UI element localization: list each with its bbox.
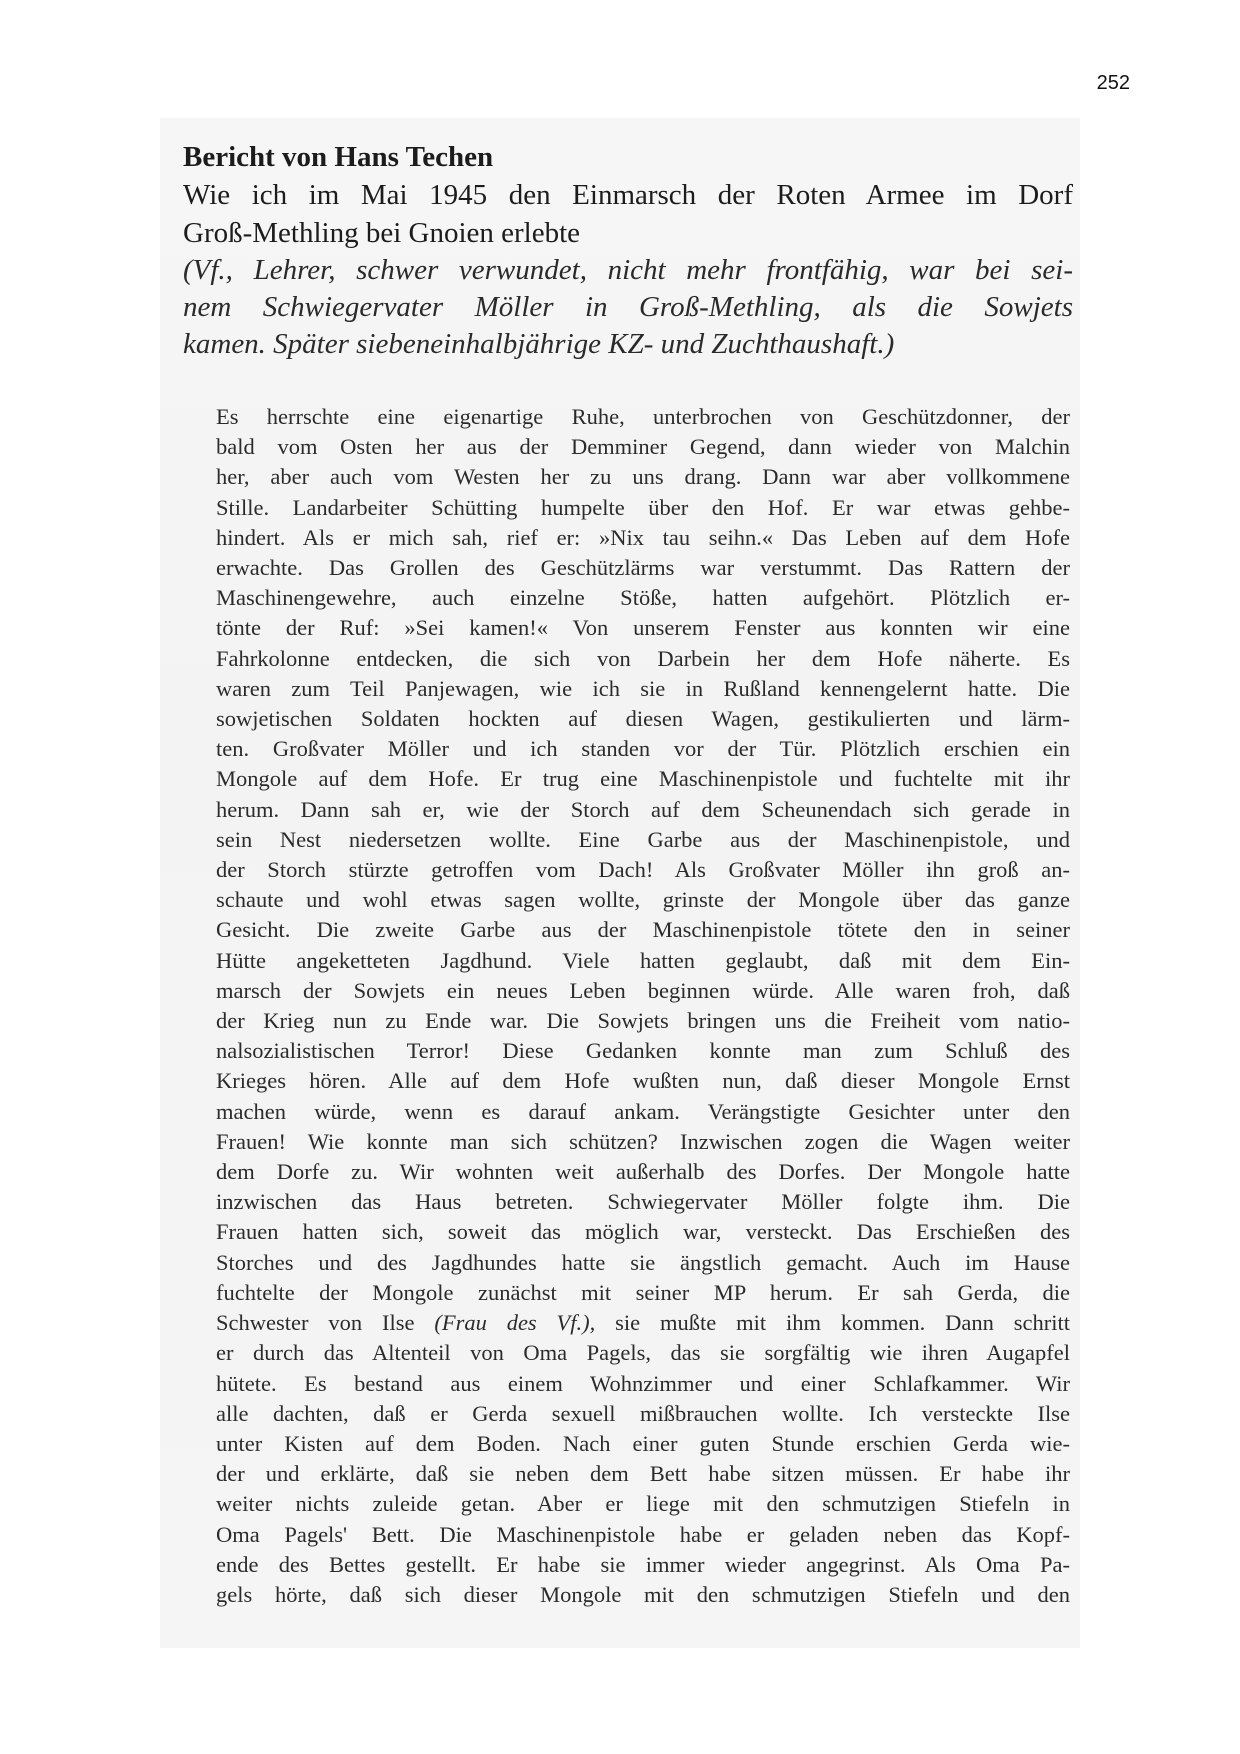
body-line: Storches und des Jagdhundes hatte sie ängstlich gemacht. Auch im Hause	[216, 1249, 1070, 1275]
body-line: unter Kisten auf dem Boden. Nach einer guten Stunde erschien Gerda wie-	[216, 1430, 1070, 1456]
body-line: der Krieg nun zu Ende war. Die Sowjets bringen uns die Freiheit vom natio-	[216, 1008, 1070, 1034]
body-line: ten. Großvater Möller und ich standen vor der Tür. Plötzlich erschien ein	[216, 736, 1070, 762]
body-line-ilse-start: Schwester von Ilse	[216, 1310, 435, 1336]
note-line: kamen. Später siebeneinhalbjährige KZ- und Zuchthaushaft.)	[183, 328, 895, 360]
body-line: er durch das Altenteil von Oma Pagels, das sie sorgfältig wie ihren Augapfel	[216, 1340, 1070, 1366]
body-line: gels hörte, daß sich dieser Mongole mit den schmutzigen Stiefeln und den	[216, 1581, 1070, 1607]
body-line: machen würde, wenn es darauf ankam. Verängstigte Gesichter unter den	[216, 1098, 1070, 1124]
report-header	[183, 138, 1073, 363]
body-line: schaute und wohl etwas sagen wollte, grinste der Mongole über das ganze	[216, 887, 1070, 913]
body-line: Frauen! Wie konnte man sich schützen? Inzwischen zogen die Wagen weiter	[216, 1128, 1070, 1154]
body-line: Hütte angeketteten Jagdhund. Viele hatten geglaubt, daß mit dem Ein-	[216, 947, 1070, 973]
body-line: herum. Dann sah er, wie der Storch auf dem Scheunendach sich gerade in	[216, 796, 1070, 822]
body-line: hindert. Als er mich sah, rief er: »Nix tau seihn.« Das Leben auf dem Hofe	[216, 524, 1070, 550]
author-note	[183, 252, 1073, 363]
body-line: erwachte. Das Grollen des Geschützlärms war verstummt. Das Rattern der	[216, 555, 1070, 581]
body-line: Maschinengewehre, auch einzelne Stöße, hatten aufgehört. Plötzlich er-	[216, 585, 1070, 611]
body-line: waren zum Teil Panjewagen, wie ich sie in Rußland kennengelernt hatte. Die	[216, 675, 1070, 701]
body-line: ende des Bettes gestellt. Er habe sie immer wieder angegrinst. Als Oma Pa-	[216, 1551, 1070, 1577]
body-line: tönte der Ruf: »Sei kamen!« Von unserem Fenster aus konnten wir eine	[216, 615, 1070, 641]
body-line: weiter nichts zuleide getan. Aber er liege mit den schmutzigen Stiefeln in	[216, 1491, 1070, 1517]
body-line: Es herrschte eine eigenartige Ruhe, unterbrochen von Geschützdonner, der	[216, 404, 1070, 429]
body-line: alle dachten, daß er Gerda sexuell mißbrauchen wollte. Ich versteckte Ilse	[216, 1400, 1070, 1426]
report-title: Bericht von Hans Techen	[183, 141, 494, 173]
note-line: nem Schwiegervater Möller in Groß-Methling, als die Sowjets	[183, 291, 1073, 323]
body-line: Krieges hören. Alle auf dem Hofe wußten nun, daß dieser Mongole Ernst	[216, 1068, 1070, 1094]
subtitle-line: Groß-Methling bei Gnoien erlebte	[183, 217, 581, 249]
body-line: marsch der Sowjets ein neues Leben beginnen würde. Alle waren froh, daß	[216, 977, 1070, 1003]
report-subtitle	[183, 176, 1073, 252]
subtitle-line: Wie ich im Mai 1945 den Einmarsch der Roten Armee im Dorf	[183, 179, 1073, 211]
body-line: Oma Pagels' Bett. Die Maschinenpistole habe er geladen neben das Kopf-	[216, 1521, 1070, 1547]
body-line: Gesicht. Die zweite Garbe aus der Maschinenpistole tötete den in seiner	[216, 917, 1070, 943]
body-line-ilse-end: sie mußte mit ihm kommen. Dann schritt	[595, 1310, 1070, 1336]
body-line: der Storch stürzte getroffen vom Dach! Als Großvater Möller ihn groß an-	[216, 857, 1070, 883]
body-line: her, aber auch vom Westen her zu uns drang. Dann war aber vollkommene	[216, 464, 1070, 490]
note-line: (Vf., Lehrer, schwer verwundet, nicht mehr frontfähig, war bei sei-	[183, 254, 1073, 286]
body-line-ilse	[216, 1308, 1070, 1338]
body-line: der und erklärte, daß sie neben dem Bett habe sitzen müssen. Er habe ihr	[216, 1461, 1070, 1487]
body-line: Stille. Landarbeiter Schütting humpelte über den Hof. Er war etwas gehbe-	[216, 494, 1070, 520]
body-line: inzwischen das Haus betreten. Schwiegervater Möller folgte ihm. Die	[216, 1189, 1070, 1215]
body-line: sowjetischen Soldaten hockten auf diesen Wagen, gestikulierten und lärm-	[216, 706, 1070, 732]
body-line: fuchtelte der Mongole zunächst mit seiner MP herum. Er sah Gerda, die	[216, 1279, 1070, 1305]
body-line: Frauen hatten sich, soweit das möglich war, versteckt. Das Erschießen des	[216, 1219, 1070, 1245]
body-line: sein Nest niedersetzen wollte. Eine Garbe aus der Maschinenpistole, und	[216, 826, 1070, 852]
report-body	[216, 402, 1070, 1610]
body-line: hütete. Es bestand aus einem Wohnzimmer und einer Schlafkammer. Wir	[216, 1370, 1070, 1396]
body-line: nalsozialistischen Terror! Diese Gedanken konnte man zum Schluß des	[216, 1038, 1070, 1064]
body-line-ilse-italic: (Frau des Vf.),	[434, 1310, 596, 1336]
body-line: bald vom Osten her aus der Demminer Gegend, dann wieder von Malchin	[216, 434, 1070, 460]
body-line: Mongole auf dem Hofe. Er trug eine Maschinenpistole und fuchtelte mit ihr	[216, 766, 1070, 792]
body-line: Fahrkolonne entdecken, die sich von Darbein her dem Hofe näherte. Es	[216, 645, 1070, 671]
page-number: 252	[1096, 72, 1130, 94]
body-line: dem Dorfe zu. Wir wohnten weit außerhalb des Dorfes. Der Mongole hatte	[216, 1159, 1070, 1185]
